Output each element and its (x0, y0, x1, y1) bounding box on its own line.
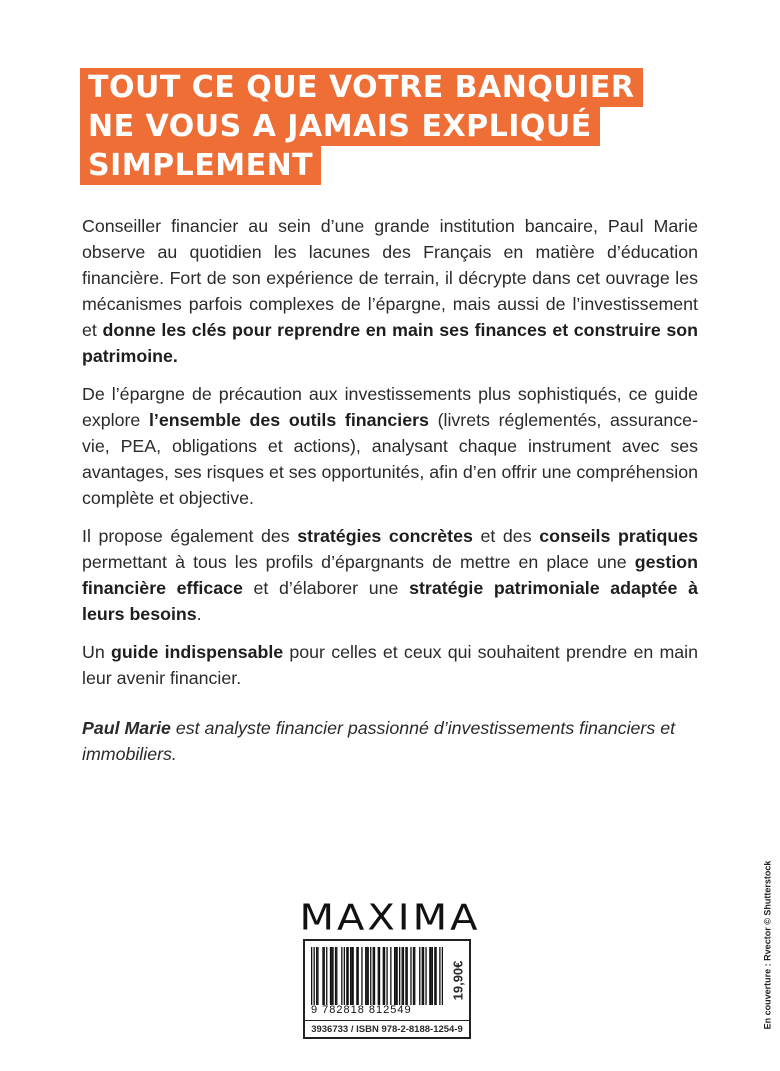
barcode-bar (422, 947, 423, 1005)
author-name: Paul Marie (82, 718, 171, 738)
paragraph-3-text-d: et d’élaborer une (242, 578, 410, 598)
paragraph-3-text-a: Il propose également des (82, 526, 298, 546)
barcode-bar (361, 947, 362, 1005)
barcode-bar (368, 947, 369, 1005)
barcode-bar (335, 947, 336, 1005)
paragraph-1-bold: donne les clés pour reprendre en main ses finances et construire son patrimoine. (82, 320, 698, 366)
isbn-line: 3936733 / ISBN 978-2-8188-1254-9 (305, 1020, 469, 1038)
barcode-bar (394, 947, 395, 1005)
barcode-bar (344, 947, 345, 1005)
barcode-bar (432, 947, 433, 1005)
paragraph-3-text-b: et des (472, 526, 540, 546)
paragraph-3-bold-a: stratégies concrètes (297, 526, 473, 546)
barcode-bar (324, 947, 325, 1005)
paragraph-3-text-e: . (196, 604, 202, 624)
headline-line-3: SIMPLEMENT (80, 146, 321, 185)
barcode-bar (423, 947, 424, 1005)
barcode-bar (370, 947, 371, 1005)
barcode-bar (435, 947, 436, 1005)
barcode-bar (330, 947, 331, 1005)
barcode-bar (413, 947, 414, 1005)
barcode-bar (425, 947, 426, 1005)
price-text: 19,90€ (450, 960, 466, 1000)
barcode-digits: 9 782818 812549 (311, 1004, 412, 1016)
price-label (449, 949, 467, 1011)
paragraph-2-bold: l’ensemble des outils financiers (148, 410, 429, 430)
headline-line-1: TOUT CE QUE VOTRE BANQUIER (80, 68, 643, 107)
barcode-bar (407, 947, 408, 1005)
barcode-bar (331, 947, 332, 1005)
barcode-bar (402, 947, 403, 1005)
barcode-bar (356, 947, 357, 1005)
barcode-bar (414, 947, 415, 1005)
barcode-bar (336, 947, 337, 1005)
barcode-bar (378, 947, 379, 1005)
barcode-bar (429, 947, 430, 1005)
barcode-bar (419, 947, 420, 1005)
cover-credit-text: En couverture : Rvector © Shutterstock (762, 860, 773, 1030)
paragraph-3-bold-c: gestion financière efficace (82, 552, 698, 598)
paragraph-4 (82, 639, 698, 691)
barcode-bar (430, 947, 431, 1005)
paragraph-2-text-b: (livrets réglementés, assurance-vie, PEA, obligations et actions), analysant chaque instrument avec ses avantages, ses risques et ses opportunités, afin d’en offrir une compréhension complète et objective. (82, 410, 698, 508)
barcode-box (303, 939, 471, 1039)
barcode-bar (374, 947, 375, 1005)
publisher-logo: MAXIMA (299, 897, 481, 939)
paragraph-2-text-a: De l’épargne de précaution aux investissements plus sophistiqués, ce guide explore (82, 384, 698, 430)
paragraph-3-bold-d: stratégie patrimoniale adaptée à leurs besoins (82, 578, 698, 624)
barcode-bar (386, 947, 387, 1005)
barcode-bar (341, 947, 342, 1005)
paragraph-3-text-c: permettant à tous les profils d’épargnants de mettre en place une (82, 552, 635, 572)
barcode-bar (332, 947, 333, 1005)
author-note (82, 715, 698, 767)
barcode-bar (317, 947, 318, 1005)
barcode-bar (373, 947, 374, 1005)
barcode-bar (405, 947, 406, 1005)
barcode-bar (399, 947, 400, 1005)
barcode-bar (390, 947, 391, 1005)
barcode-bar (365, 947, 366, 1005)
barcode-bar (316, 947, 317, 1005)
headline-block (80, 68, 643, 185)
barcode-bar (366, 947, 367, 1005)
cover-credit (760, 845, 774, 1045)
barcode-bar (434, 947, 435, 1005)
blurb-text (82, 213, 698, 703)
paragraph-4-text-a: Un (82, 642, 111, 662)
paragraph-4-text-b: pour celles et ceux qui souhaitent prendre en main leur avenir financier. (82, 642, 698, 688)
barcode-bar (314, 947, 315, 1005)
barcode-bar (311, 947, 312, 1005)
barcode-bar (352, 947, 353, 1005)
barcode-bar (384, 947, 385, 1005)
paragraph-1 (82, 213, 698, 369)
barcode-bar (351, 947, 352, 1005)
barcode-bar (383, 947, 384, 1005)
barcode-bar (350, 947, 351, 1005)
paragraph-3 (82, 523, 698, 627)
author-description: est analyste financier passionné d’investissements financiers et immobiliers. (82, 718, 676, 764)
barcode-bar (410, 947, 411, 1005)
paragraph-4-bold: guide indispensable (110, 642, 284, 662)
barcode-bar (322, 947, 323, 1005)
barcode-bar (395, 947, 396, 1005)
barcode-bar (379, 947, 380, 1005)
barcode-bar (347, 947, 348, 1005)
barcode-bar (346, 947, 347, 1005)
paragraph-1-text: Conseiller financier au sein d’une grande institution bancaire, Paul Marie observe au quotidien les lacunes des Français en matière d’éducation financière. Fort de son expérience de terrain, il décrypte dans cet ouvrage les mécanismes parfois complexes de l’épargne, mais aussi de l’investissement et (82, 216, 698, 340)
paragraph-3-bold-b: conseils pratiques (539, 526, 698, 546)
paragraph-2 (82, 381, 698, 511)
barcode-bar (396, 947, 397, 1005)
barcode-bar (442, 947, 443, 1005)
barcode-bar (358, 947, 359, 1005)
barcode-bar (326, 947, 327, 1005)
barcode-bar (403, 947, 404, 1005)
barcode-image (311, 947, 443, 1005)
headline-line-2: NE VOUS A JAMAIS EXPLIQUÉ (80, 107, 600, 146)
barcode-bar (439, 947, 440, 1005)
